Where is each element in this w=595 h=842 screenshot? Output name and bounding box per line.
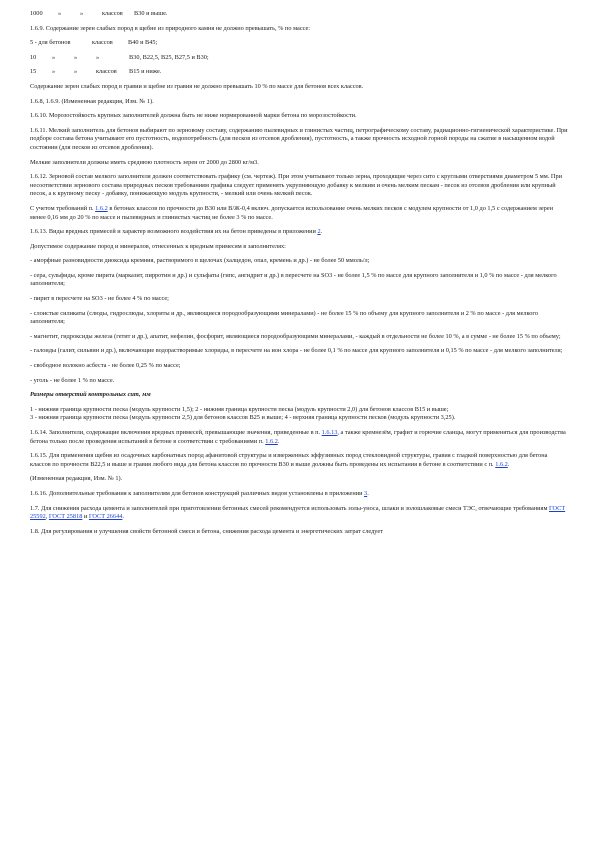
row-ditto: »	[52, 68, 56, 76]
bullet-pyrite: - пирит в пересчете на SO3 - не более 4 % по массе;	[30, 295, 169, 303]
bullet-asbestos: - свободное волокно асбеста - не более 0,25 % по массе;	[30, 362, 181, 370]
para-1-6-12: 1.6.12. Зерновой состав мелкого заполнителя должен соответствовать графику (см. чертеж). При этом учитывают только зерна, проходящие через сито с круглыми отверстиями диаметром 5 мм. При несоответствии зернового состава природных песков требованиям графика следует применять укрупняющую добавку к мелким и очень мелким пескам - песок из отсевов дробления или крупный песок, а к крупному песку - добавку, понижающую модуль крупности, - мелкий или очень мелкий песок.	[30, 173, 562, 198]
text: 1.7. Для снижения расхода цемента и заполнителей при приготовлении бетонных смесей рекомендуется использовать золы-уноса, шлаки и золошлаковые смеси ТЭС, отвечающие требованиям	[30, 504, 548, 512]
row-label: классов	[96, 68, 117, 76]
link-gost-25818[interactable]: ГОСТ 25818	[48, 513, 83, 521]
link-gost-26644[interactable]: ГОСТ 26644	[88, 513, 123, 521]
para-1-7	[30, 505, 568, 522]
para-1-6-14	[30, 429, 568, 446]
para-amend: (Измененная редакция, Изм. № 1).	[30, 475, 123, 483]
class-row-5	[30, 39, 568, 48]
text: 1.6.15. Для применения щебня из осадочных карбонатных пород афанитовой структуры и изверженных эффузивных пород стекловидной структуры, гравия с гладкой поверхностью для бетона классов по прочности В22,5 и выше и гравия любого вида для бетона классов по прочности В30 и выше должны быть проведены их испытания в бетоне в соответствии с п.	[30, 452, 548, 468]
row-ditto: »	[52, 53, 56, 61]
link-1-6-2[interactable]: 1.6.2	[265, 437, 278, 445]
separator: ,	[45, 513, 48, 521]
row-ditto: »	[58, 10, 62, 17]
row-ditto: »	[74, 68, 78, 76]
para-1-6-13: 1.6.13. Виды вредных примесей и характер возможного воздействия их на бетон приведены в приложении 2.	[30, 228, 323, 236]
para-admissible: Допустимое содержание пород и минералов, отнесенных к вредным примесям в заполнителях:	[30, 242, 286, 250]
text: С учетом требований п.	[30, 204, 94, 212]
row-classes: В30, В22,5, В25, В27,5 и В30;	[129, 53, 209, 61]
row-value: 15	[30, 68, 37, 76]
row-value: 5 - для бетонов	[30, 39, 71, 47]
para-1-8: 1.8. Для регулирования и улучшения свойств бетонной смеси и бетона, снижения расхода цемента и энергетических затрат следует	[30, 527, 383, 535]
bullet-coal: - уголь - не более 1 % по массе.	[30, 376, 115, 384]
bullet-magnetite: - магнетит, гидроксиды железа (гетит и др.), апатит, нефелин, фосфорит, являющиеся породообразующими минералами, - каждый в отдельности не более 10 %, а в сумме - не более 15 % по объему;	[30, 332, 561, 340]
class-row-10	[30, 54, 568, 63]
row-ditto: »	[80, 10, 84, 17]
text: 1.6.14. Заполнители, содержащие включения вредных примесей, превышающие значения, приведенные в п.	[30, 429, 321, 436]
link-gost-25592[interactable]: ГОСТ 25592	[30, 504, 566, 521]
row-ditto: »	[74, 53, 78, 61]
row-label: классов	[102, 10, 123, 17]
para-density: Мелкие заполнители должны иметь среднюю плотность зерен от 2000 до 2800 кг/м3.	[30, 158, 259, 166]
text: .	[507, 460, 510, 468]
text: .	[277, 437, 280, 445]
row-classes: В15 и ниже.	[129, 68, 162, 76]
sieve-title: Размеры отверстий контрольных сит, мм	[30, 391, 151, 399]
row-ditto: »	[96, 53, 100, 61]
para-1-6-15	[30, 452, 568, 469]
bullet-silicates: - слоистые силикаты (слюды, гидрослюды, хлориты и др., являющиеся породообразующими минералами) - не более 15 % по объему для крупного заполнителя и 2 % по массе - для мелкого заполнителя;	[30, 309, 538, 326]
class-row-1000	[30, 10, 568, 19]
link-1-6-2[interactable]: 1.6.2	[95, 204, 108, 212]
para-1-6-16	[30, 490, 568, 499]
para-1-6-11: 1.6.11. Мелкий заполнитель для бетонов выбирают по зерновому составу, содержанию пылевидных и глинистых частиц, петрографическому составу, радиационно-гигиенической характеристике. При подборе состава бетона учитывают его пустотность, водопотребность (для песков из отсевов дробления), пустотность, а также прочность исходной горной породы на сжатие в насыщенном водой состоянии (для песков из отсевов дробления).	[30, 126, 568, 151]
row-value: 10	[30, 53, 37, 61]
para-requirements	[30, 205, 568, 222]
text: .	[122, 513, 124, 521]
para-amend-168: 1.6.8, 1.6.9. (Измененная редакция, Изм. № 1).	[30, 97, 154, 105]
para-1-6-10: 1.6.10. Морозостойкость крупных заполнителей должна быть не ниже нормированной марки бетона по морозостойкости.	[30, 112, 357, 120]
text: в бетонах классов по прочности до В30 или В/Ж-0,4 включ. допускается использование очень мелких песков с модулем крупности от 1,0 до 1,5 с содержанием зерен менее 0,16 мм до 20 % по массе и пылевидных и глинистых частиц не более 3 % по массе.	[30, 204, 553, 221]
text: , а также кремнезём, графит и горючие сланцы, могут применяться для производства бетона только после проведения испытаний в бетоне в соответствии с требованиями п.	[30, 429, 566, 445]
link-1-6-13[interactable]: 1.6.13	[321, 429, 338, 436]
row-label: классов	[92, 39, 113, 47]
row-value: 1000	[30, 10, 43, 17]
para-1-6-9: 1.6.9. Содержание зерен слабых пород в щебне из природного камня не должно превышать, % по массе:	[30, 24, 311, 32]
document-page	[30, 10, 568, 536]
para-gravel: Содержание зерен слабых пород в гравии и щебне из гравия не должно превышать 10 % по массе для бетонов всех классов.	[30, 82, 364, 90]
text: 1.6.16. Дополнительные требования к заполнителям для бетонов конструкций различных видов установлены в приложении	[30, 489, 363, 497]
bullet-halides: - галоиды (галит, сильвин и др.), включающие водорастворимые хлориды, в пересчете на ион хлора - не более 0,1 % по массе для крупного заполнителя и 0,15 % по массе - для мелкого заполнителя;	[30, 347, 563, 355]
text: .	[367, 489, 369, 497]
legend-line-1: 1 - нижняя граница крупности песка (модуль крупности 1,5); 2 - нижняя граница крупности песка (модуль крупности 2,0) для бетонов классов В15 и выше;	[30, 405, 449, 413]
conjunction: и	[83, 513, 88, 521]
bullet-silica: - аморфные разновидности диоксида кремния, растворимого в щелочах (халцедон, опал, кремень и др.) - не более 50 ммоль/л;	[30, 257, 370, 265]
link-1-6-2[interactable]: 1.6.2	[495, 460, 508, 468]
link-appendix-2[interactable]: 2	[317, 228, 321, 236]
row-classes: В30 и выше.	[134, 10, 168, 17]
legend-line-2: 3 - нижняя граница крупности песка (модуль крупности 2,5) для бетонов классов В25 и выше; 4 - верхняя граница крупности песков (модуль крупности 3,25).	[30, 414, 456, 422]
link-appendix-3[interactable]: 3	[364, 489, 368, 497]
text: 1.6.13. Виды вредных примесей и характер возможного воздействия их на бетон приведены в приложении	[30, 228, 316, 236]
bullet-sulfur: - сера, сульфиды, кроме пирита (марказит, пирротин и др.) и сульфаты (гипс, ангидрит и др.) в пересчете на SO3 - не более 1,5 % по массе для крупного заполнителя и 1,0 % по массе - для мелкого заполнителя;	[30, 271, 557, 288]
class-row-15	[30, 68, 568, 77]
row-classes: В40 и В45;	[128, 39, 158, 47]
